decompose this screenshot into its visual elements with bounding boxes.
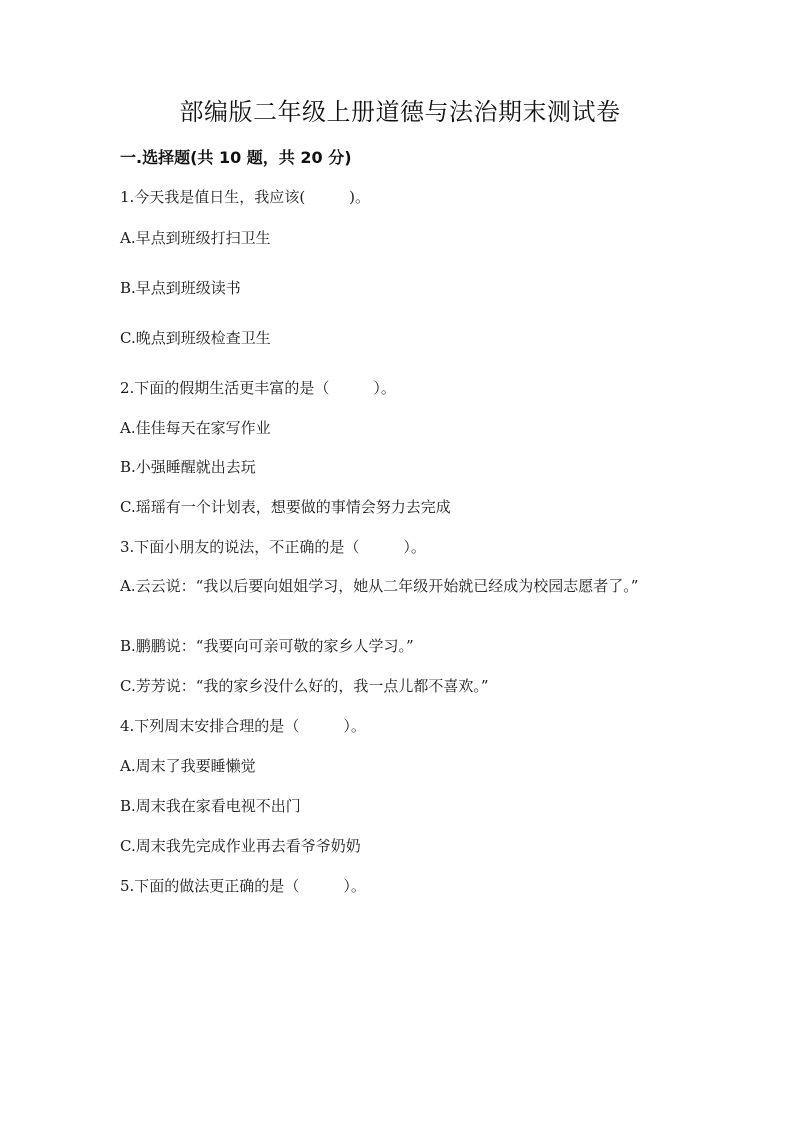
- question-stem-text: )。: [349, 188, 371, 206]
- question-1-stem: [120, 185, 690, 209]
- question-stem-text: ）。: [343, 717, 366, 735]
- question-3-option-b: B.鹏鹏说：“我要向可亲可敬的家乡人学习。”: [120, 637, 414, 655]
- question-4-option-a: A.周末了我要睡懒觉: [120, 757, 256, 775]
- question-4-option-b: B.周末我在家看电视不出门: [120, 797, 301, 815]
- question-1-option-a: A.早点到班级打扫卫生: [120, 229, 271, 247]
- question-4-option-c: C.周末我先完成作业再去看爷爷奶奶: [120, 837, 361, 855]
- question-stem-text: 1.今天我是值日生，我应该(: [120, 188, 306, 206]
- question-4-stem: [120, 714, 690, 738]
- question-2-option-a: A.佳佳每天在家写作业: [120, 419, 271, 437]
- question-stem-text: ）。: [403, 538, 426, 556]
- question-3-option-a: A.云云说：“我以后要向姐姐学习，她从二年级开始就已经成为校园志愿者了。”: [120, 577, 639, 595]
- question-stem-text: 4.下列周末安排合理的是（: [120, 717, 300, 735]
- question-5-stem: [120, 874, 690, 898]
- question-1-option-b: B.早点到班级读书: [120, 279, 241, 297]
- question-3-option-c: C.芳芳说：“我的家乡没什么好的，我一点儿都不喜欢。”: [120, 677, 489, 695]
- question-3-stem: [120, 535, 690, 559]
- question-2-option-b: B.小强睡醒就出去玩: [120, 458, 256, 476]
- question-1-option-c: C.晚点到班级检查卫生: [120, 329, 271, 347]
- question-2-stem: [120, 376, 690, 400]
- page-title: 部编版二年级上册道德与法治期末测试卷: [179, 98, 621, 126]
- question-stem-text: 3.下面小朋友的说法，不正确的是（: [120, 538, 360, 556]
- question-stem-text: 5.下面的做法更正确的是（: [120, 877, 300, 895]
- question-stem-text: ）。: [343, 877, 366, 895]
- question-2-option-c: C.瑶瑶有一个计划表，想要做的事情会努力去完成: [120, 498, 451, 516]
- question-stem-text: 2.下面的假期生活更丰富的是（: [120, 379, 330, 397]
- question-stem-text: ）。: [373, 379, 396, 397]
- section-heading: 一.选择题(共 10 题，共 20 分): [120, 148, 352, 167]
